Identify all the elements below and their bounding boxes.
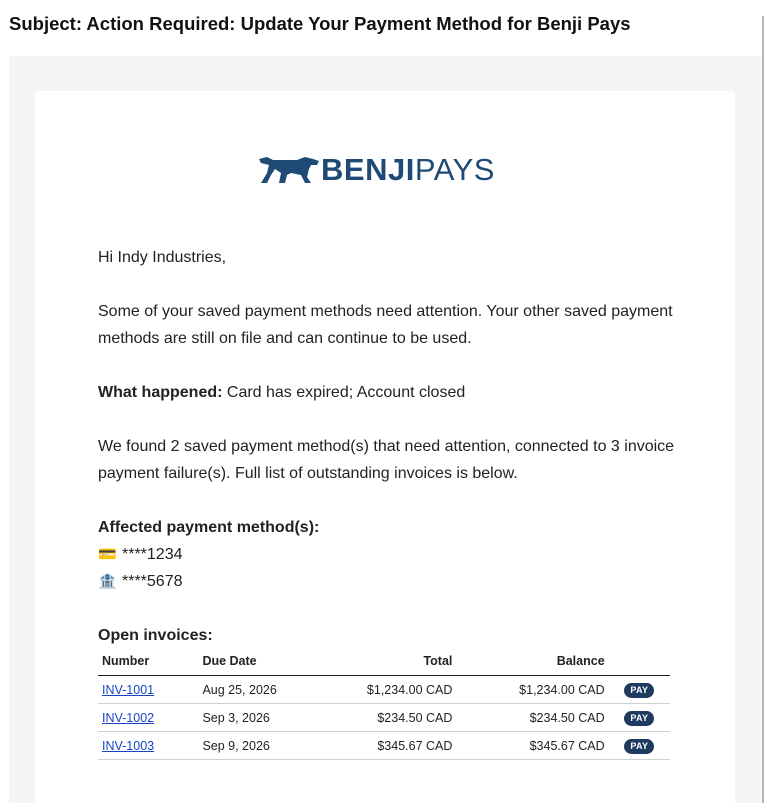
email-background xyxy=(9,56,761,803)
what-happened xyxy=(98,379,678,406)
what-happened-value: Card has expired; Account closed xyxy=(222,384,466,401)
due-date-cell: Aug 25, 2026 xyxy=(198,676,323,704)
balance-cell: $1,234.00 CAD xyxy=(456,676,608,704)
invoice-number-cell xyxy=(98,676,198,704)
open-invoices-label: Open invoices: xyxy=(98,627,213,644)
bank-icon: 🏦 xyxy=(98,573,117,590)
email-card xyxy=(35,91,735,811)
balance-cell: $345.67 CAD xyxy=(456,732,608,760)
invoice-link[interactable]: INV-1001 xyxy=(102,682,155,697)
scrollbar[interactable] xyxy=(762,16,767,803)
payment-method-text: ****1234 xyxy=(122,546,183,563)
due-date-cell: Sep 9, 2026 xyxy=(198,732,323,760)
invoice-link[interactable]: INV-1003 xyxy=(102,738,155,753)
credit-card-icon: 💳 xyxy=(98,546,117,563)
total-cell: $234.50 CAD xyxy=(323,704,456,732)
col-due-date: Due Date xyxy=(198,649,323,676)
summary-paragraph: We found 2 saved payment method(s) that need attention, connected to 3 invoice payment failure(s). Full list of outstanding invoices is below. xyxy=(98,438,675,482)
pay-button[interactable]: PAY xyxy=(624,739,654,754)
action-cell xyxy=(609,676,670,704)
total-cell: $1,234.00 CAD xyxy=(323,676,456,704)
table-row xyxy=(98,732,670,760)
payment-method-item xyxy=(98,568,678,595)
balance-cell: $234.50 CAD xyxy=(456,704,608,732)
action-cell xyxy=(609,732,670,760)
due-date-cell: Sep 3, 2026 xyxy=(198,704,323,732)
dog-icon xyxy=(257,153,321,187)
email-body xyxy=(98,244,678,760)
benjipays-logo xyxy=(257,153,495,187)
col-balance: Balance xyxy=(456,649,608,676)
col-number: Number xyxy=(98,649,198,676)
logo-wordmark xyxy=(321,153,495,187)
invoices-table xyxy=(98,649,670,760)
email-subject: Subject: Action Required: Update Your Payment Method for Benji Pays xyxy=(9,13,631,34)
pay-button[interactable]: PAY xyxy=(624,711,654,726)
pay-button[interactable]: PAY xyxy=(624,683,654,698)
affected-methods-label: Affected payment method(s): xyxy=(98,519,320,536)
what-happened-label: What happened: xyxy=(98,384,223,401)
action-cell xyxy=(609,704,670,732)
payment-method-item xyxy=(98,541,678,568)
table-row xyxy=(98,676,670,704)
payment-method-text: ****5678 xyxy=(122,573,183,590)
table-row xyxy=(98,704,670,732)
col-total: Total xyxy=(323,649,456,676)
greeting: Hi Indy Industries, xyxy=(98,249,227,266)
invoice-link[interactable]: INV-1002 xyxy=(102,710,155,725)
logo-brand-light: PAYS xyxy=(414,152,495,187)
total-cell: $345.67 CAD xyxy=(323,732,456,760)
table-header-row xyxy=(98,649,670,676)
invoice-number-cell xyxy=(98,704,198,732)
intro-paragraph: Some of your saved payment methods need attention. Your other saved payment methods are still on file and can continue to be used. xyxy=(98,303,673,347)
col-action xyxy=(609,649,670,676)
invoice-number-cell xyxy=(98,732,198,760)
logo-brand-bold: BENJI xyxy=(321,152,415,187)
